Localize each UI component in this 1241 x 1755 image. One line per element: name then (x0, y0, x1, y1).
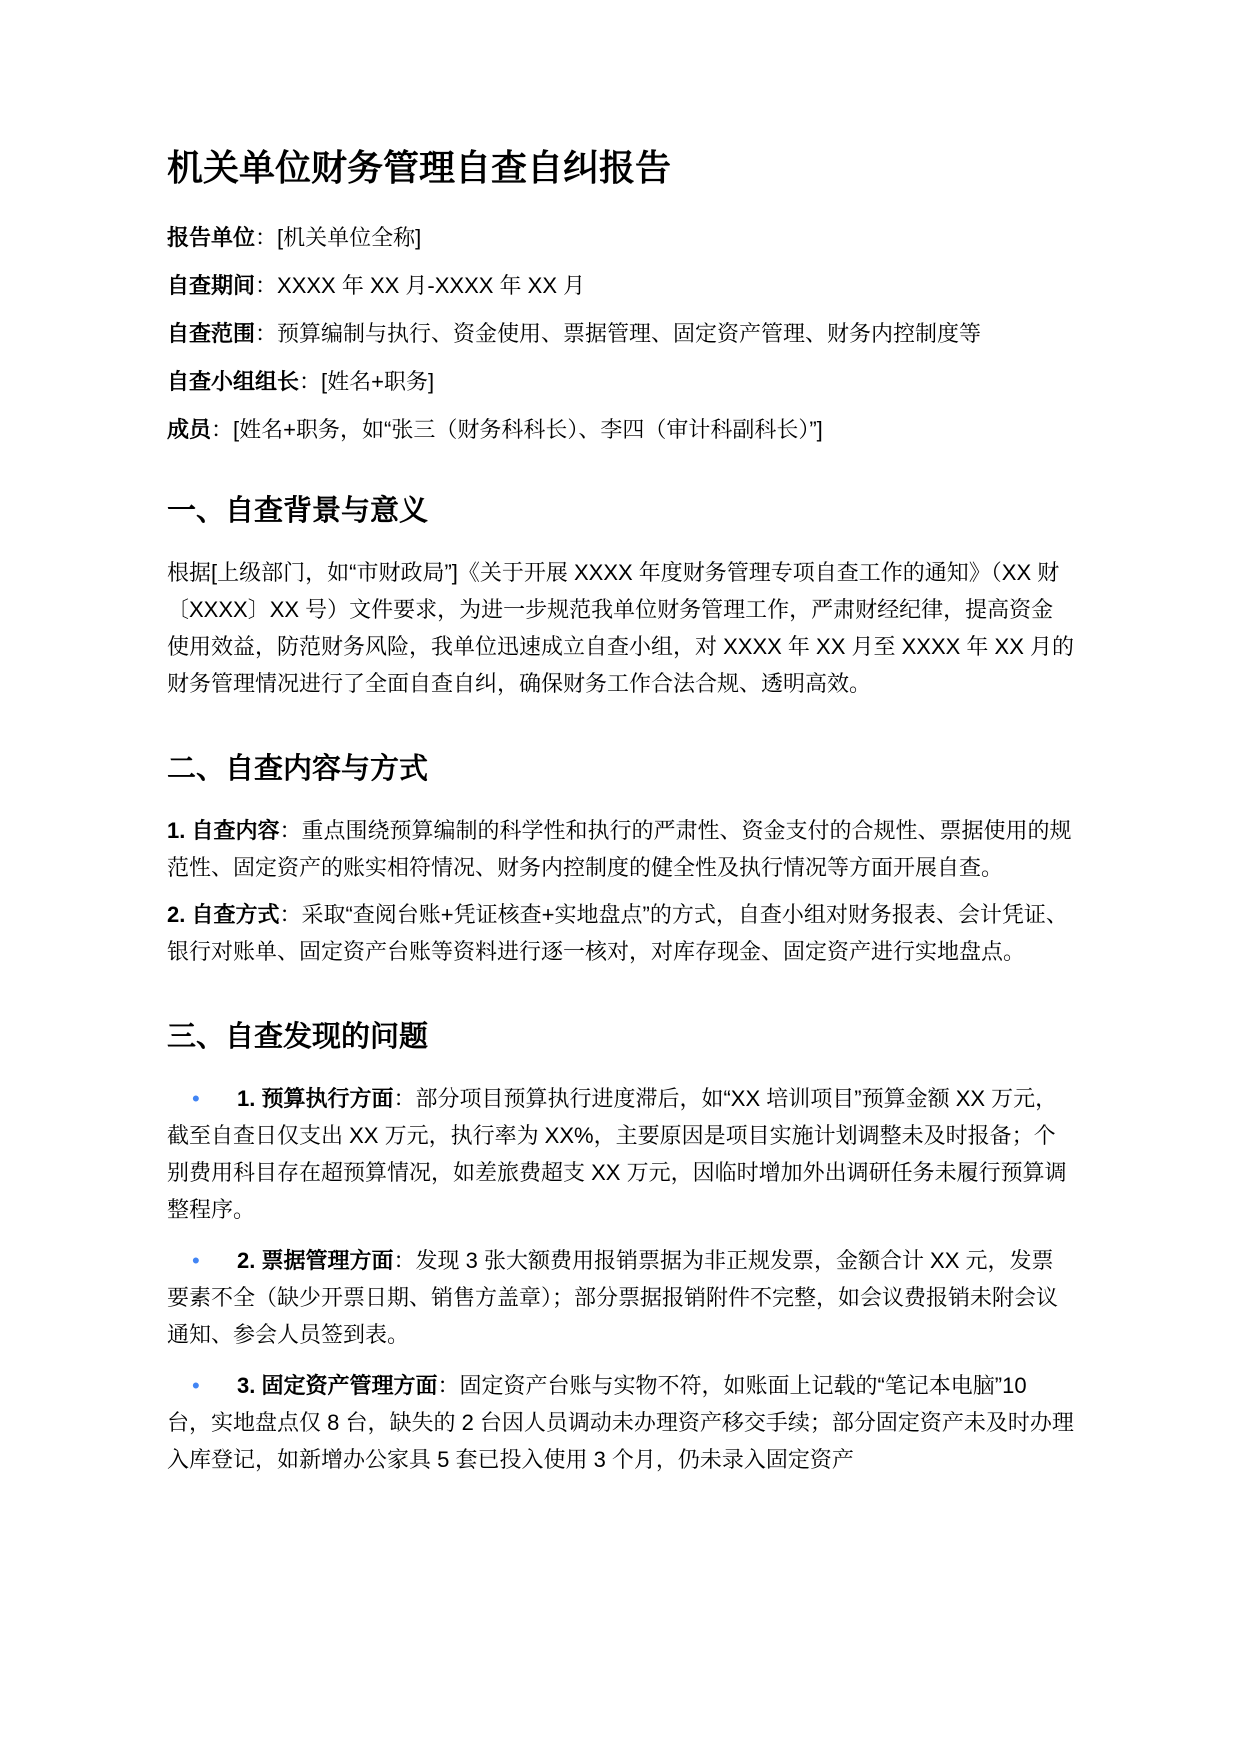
finding-item-fixed-assets-text: 固定资产台账与实物不符，如账面上记载的“笔记本电脑”10 台，实地盘点仅 8 台，缺失的 2 台因人员调动未办理资产移交手续；部分固定资产未及时办理入库登记，如新增办公家具 5 套已投入使用 3 个月，仍未录入固定资产 (167, 1373, 1074, 1472)
bullet-icon: • (192, 1248, 200, 1273)
finding-item-budget-text: 部分项目预算执行进度滞后，如“XX 培训项目”预算金额 XX 万元，截至自查日仅支出 XX 万元，执行率为 XX%，主要原因是项目实施计划调整未及时报备；个别费用科目存在超预算情况，如差旅费超支 XX 万元，因临时增加外出调研任务未履行预算调整程序。 (167, 1086, 1067, 1222)
meta-label: 自查小组组长 (167, 369, 300, 394)
content-item-2-label: 2. 自查方式 (167, 902, 280, 927)
meta-block (167, 224, 1075, 444)
bullet-icon: • (192, 1373, 200, 1398)
label-colon: ： (211, 417, 234, 442)
meta-value: [机关单位全称] (277, 225, 422, 250)
meta-line-group-leader (167, 368, 1075, 396)
meta-value: XXXX 年 XX 月-XXXX 年 XX 月 (277, 273, 586, 298)
content-item-1-label: 1. 自查内容 (167, 818, 280, 843)
label-colon: ： (299, 369, 322, 394)
meta-label: 自查期间 (167, 273, 256, 298)
finding-item-budget (167, 1080, 1075, 1228)
content-item-2 (167, 896, 1075, 970)
label-colon: ： (255, 273, 278, 298)
label-colon: ： (393, 1248, 416, 1273)
content-item-2-text: 采取“查阅台账+凭证核查+实地盘点”的方式，自查小组对财务报表、会计凭证、银行对账单、固定资产台账等资料进行逐一核对，对库存现金、固定资产进行实地盘点。 (167, 902, 1068, 964)
meta-value: 预算编制与执行、资金使用、票据管理、固定资产管理、财务内控制度等 (277, 321, 982, 346)
content-item-1 (167, 812, 1075, 886)
meta-line-members (167, 416, 1075, 444)
meta-label: 自查范围 (167, 321, 256, 346)
meta-line-report-unit (167, 224, 1075, 252)
label-colon: ： (437, 1373, 460, 1398)
meta-label: 报告单位 (167, 225, 256, 250)
bullet-icon: • (192, 1086, 200, 1111)
finding-item-invoices-label: 2. 票据管理方面 (237, 1248, 394, 1273)
meta-label: 成员 (167, 417, 212, 442)
label-colon: ： (279, 902, 302, 927)
page-title: 机关单位财务管理自查自纠报告 (167, 147, 672, 188)
section-heading-background: 一、自查背景与意义 (167, 495, 429, 527)
meta-line-period (167, 272, 1075, 300)
label-colon: ： (393, 1086, 416, 1111)
label-colon: ： (255, 321, 278, 346)
label-colon: ： (279, 818, 302, 843)
finding-item-invoices-text: 发现 3 张大额费用报销票据为非正规发票，金额合计 XX 元，发票要素不全（缺少开票日期、销售方盖章）；部分票据报销附件不完整，如会议费报销未附会议通知、参会人员签到表。 (167, 1248, 1059, 1347)
finding-item-fixed-assets (167, 1367, 1075, 1478)
meta-value: [姓名+职务] (321, 369, 435, 394)
background-paragraph: 根据[上级部门，如“市财政局”]《关于开展 XXXX 年度财务管理专项自查工作的通知》（XX 财〔XXXX〕XX 号）文件要求，为进一步规范我单位财务管理工作，严肃财经纪律，提高资金使用效益，防范财务风险，我单位迅速成立自查小组，对 XXXX 年 XX 月至 XXXX 年 XX 月的财务管理情况进行了全面自查自纠，确保财务工作合法合规、透明高效。 (167, 560, 1074, 696)
label-colon: ： (255, 225, 278, 250)
content-item-1-text: 重点围绕预算编制的科学性和执行的严肃性、资金支付的合规性、票据使用的规范性、固定资产的账实相符情况、财务内控制度的健全性及执行情况等方面开展自查。 (167, 818, 1072, 880)
section-heading-content-method: 二、自查内容与方式 (167, 753, 429, 785)
section-heading-findings: 三、自查发现的问题 (167, 1021, 429, 1053)
finding-item-fixed-assets-label: 3. 固定资产管理方面 (237, 1373, 438, 1398)
finding-item-budget-label: 1. 预算执行方面 (237, 1086, 394, 1111)
meta-line-scope (167, 320, 1075, 348)
meta-value: [姓名+职务，如“张三（财务科科长）、李四（审计科副科长）”] (233, 417, 823, 442)
finding-item-invoices (167, 1242, 1075, 1353)
